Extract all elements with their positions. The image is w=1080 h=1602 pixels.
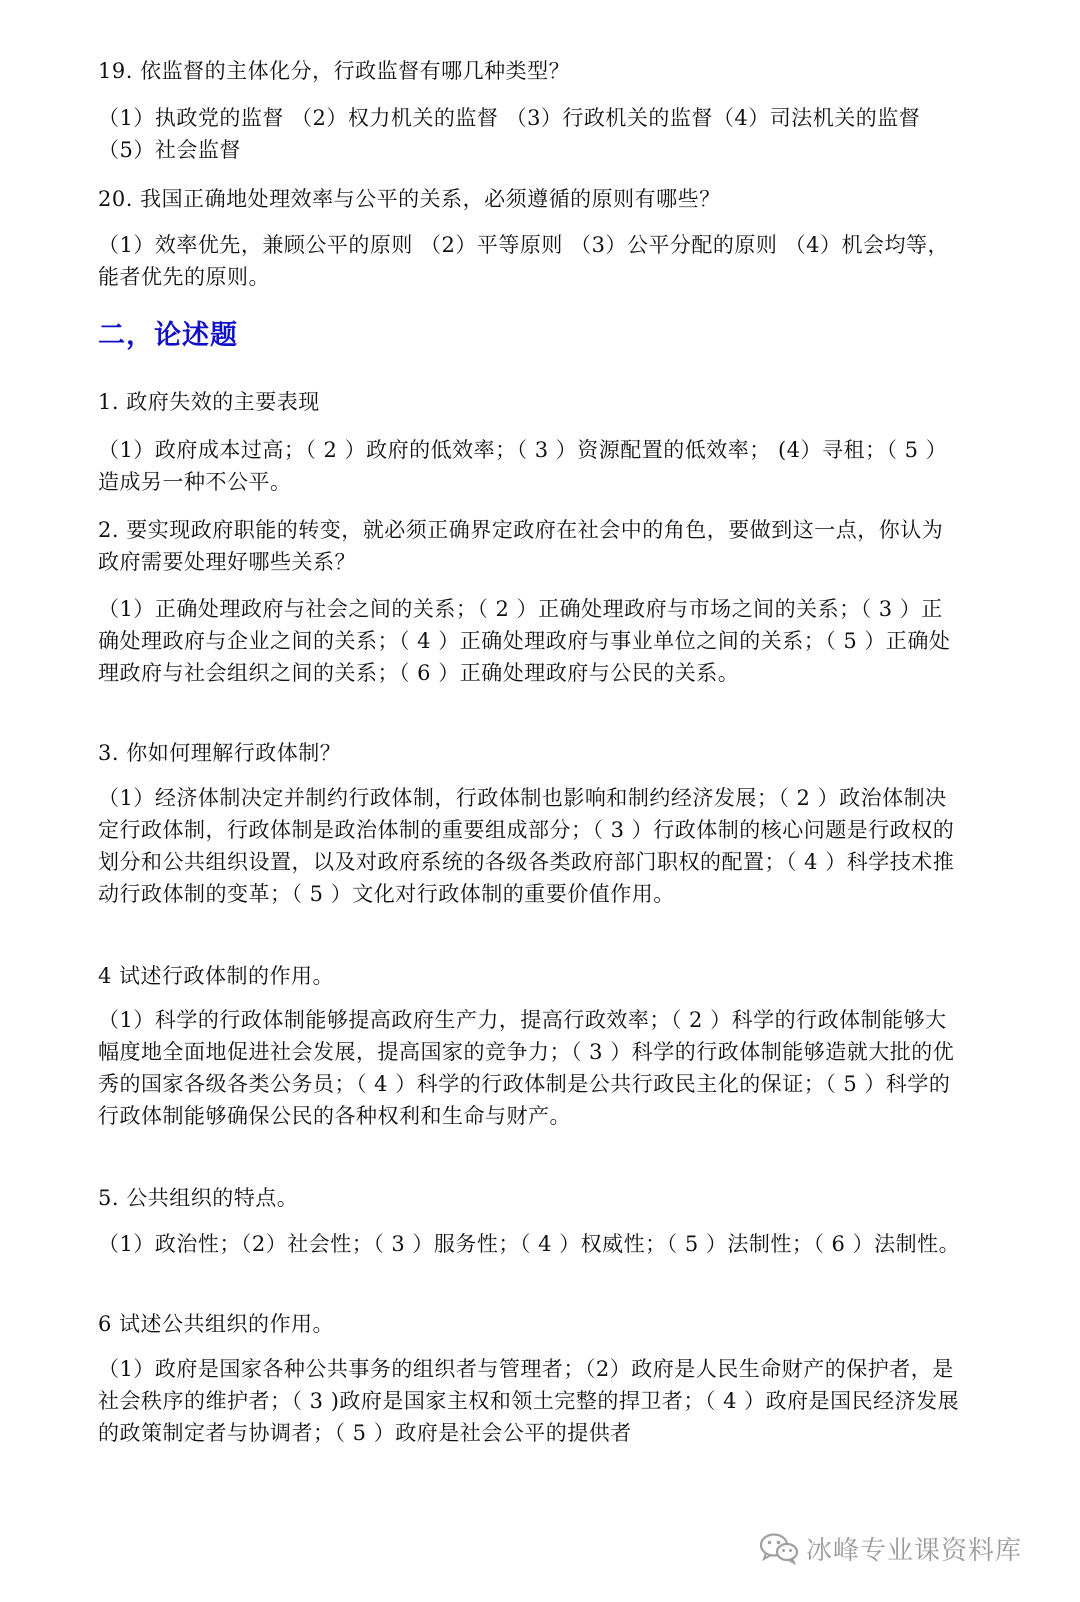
question-19: 19. 依监督的主体化分，行政监督有哪几种类型？ bbox=[98, 59, 571, 83]
section-heading: 二，论述题 bbox=[98, 320, 238, 351]
essay-question-3: 3. 你如何理解行政体制？ bbox=[98, 741, 342, 765]
essay-answer-6: （1）政府是国家各种公共事务的组织者与管理者；（2）政府是人民生命财产的保护者，是社会秩序的维护者；（ 3 )政府是国家主权和领土完整的捍卫者；（ 4 ）政府是国民经济发展的政策制定者与协调者；（ 5 ）政府是社会公平的提供者 bbox=[98, 1357, 960, 1445]
essay-answer-4: （1）科学的行政体制能够提高政府生产力，提高行政效率；（ 2 ）科学的行政体制能够大幅度地全面地促进社会发展，提高国家的竞争力；（ 3 ）科学的行政体制能够造就大批的优秀的国家各级各类公务员；（ 4 ）科学的行政体制是公共行政民主化的保证；（ 5 ）科学的行政体制能够确保公民的各种权利和生命与财产。 bbox=[98, 1008, 955, 1128]
essay-answer-5: （1）政治性；（2）社会性；（ 3 ）服务性；（ 4 ）权威性；（ 5 ）法制性；（ 6 ）法制性。 bbox=[98, 1232, 961, 1256]
essay-question-2: 2. 要实现政府职能的转变，就必须正确界定政府在社会中的角色，要做到这一点，你认为政府需要处理好哪些关系？ bbox=[98, 518, 944, 574]
essay-answer-3: （1）经济体制决定并制约行政体制，行政体制也影响和制约经济发展；（ 2 ）政治体制决定行政体制，行政体制是政治体制的重要组成部分；（ 3 ）行政体制的核心问题是行政权的划分和公共组织设置，以及对政府系统的各级各类政府部门职权的配置；（ 4 ）科学技术推动行政体制的变革；（ 5 ）文化对行政体制的重要价值作用。 bbox=[98, 786, 955, 906]
essay-question-1: 1. 政府失效的主要表现 bbox=[98, 390, 320, 414]
wechat-icon bbox=[758, 1531, 800, 1565]
essay-answer-2: （1）正确处理政府与社会之间的关系；（ 2 ）正确处理政府与市场之间的关系；（ 3 ）正确处理政府与企业之间的关系；（ 4 ）正确处理政府与事业单位之间的关系；（ 5 ）正确处理政府与社会组织之间的关系；（ 6 ）正确处理政府与公民的关系。 bbox=[98, 597, 951, 685]
essay-answer-1: （1）政府成本过高；（ 2 ）政府的低效率；（ 3 ）资源配置的低效率； (4）寻租；（ 5 ）造成另一种不公平。 bbox=[98, 438, 948, 494]
essay-question-6: 6 试述公共组织的作用。 bbox=[98, 1312, 335, 1336]
essay-question-5: 5. 公共组织的特点。 bbox=[98, 1186, 299, 1210]
answer-19: （1）执政党的监督 （2）权力机关的监督 （3）行政机关的监督（4）司法机关的监督（5）社会监督 bbox=[98, 106, 921, 162]
watermark bbox=[758, 1530, 1022, 1566]
essay-question-4: 4 试述行政体制的作用。 bbox=[98, 964, 335, 988]
watermark-text: 冰峰专业课资料库 bbox=[805, 1535, 1022, 1566]
answer-20: （1）效率优先，兼顾公平的原则 （2）平等原则 （3）公平分配的原则 （4）机会均等，能者优先的原则。 bbox=[98, 233, 949, 289]
question-20: 20. 我国正确地处理效率与公平的关系，必须遵循的原则有哪些？ bbox=[98, 187, 721, 211]
